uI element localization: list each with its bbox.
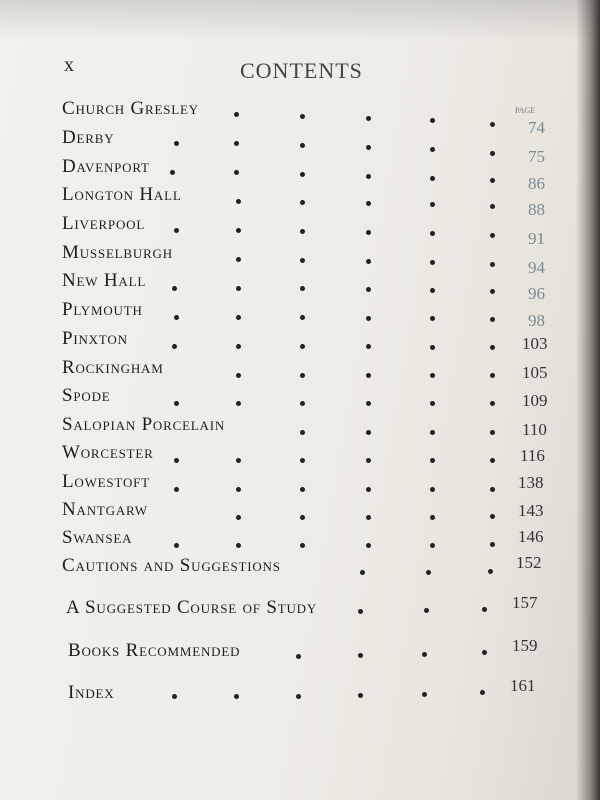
leader-dot — [170, 170, 175, 175]
leader-dot — [366, 401, 371, 406]
leader-dot — [236, 199, 241, 204]
leader-dot — [236, 315, 241, 320]
toc-entry-page: 75 — [528, 147, 545, 166]
toc-entry-page: 157 — [512, 593, 538, 612]
toc-entry-title: Index — [68, 682, 115, 703]
toc-entry — [62, 442, 552, 468]
leader-dot — [430, 176, 435, 181]
leader-dot — [366, 230, 371, 235]
leader-dot — [426, 570, 431, 575]
leader-dot — [300, 430, 305, 435]
toc-entry — [62, 213, 552, 248]
leader-dot — [422, 692, 427, 697]
leader-dot — [358, 693, 363, 698]
toc-entry — [62, 499, 552, 525]
toc-entry — [62, 471, 552, 497]
leader-dot — [236, 257, 241, 262]
page-edge-shadow — [576, 0, 600, 800]
leader-dot — [236, 286, 241, 291]
toc-entry — [66, 593, 556, 623]
leader-dot — [174, 315, 179, 320]
toc-entry — [62, 98, 552, 137]
leader-dot — [490, 233, 495, 238]
toc-entry — [62, 527, 552, 553]
toc-entry — [62, 299, 552, 330]
leader-dot — [490, 262, 495, 267]
toc-entry-title: Derby — [62, 127, 115, 148]
leader-dot — [360, 570, 365, 575]
toc-entry-title: Musselburgh — [62, 242, 173, 263]
leader-dot — [430, 458, 435, 463]
leader-dot — [236, 487, 241, 492]
toc-entry-title: Swansea — [62, 527, 133, 548]
leader-dot — [236, 515, 241, 520]
leader-dot — [366, 543, 371, 548]
page-column-label: PAGE — [515, 106, 536, 115]
toc-entry-title: Pinxton — [62, 328, 128, 349]
toc-entry — [62, 242, 552, 277]
leader-dot — [300, 543, 305, 548]
leader-dot — [236, 458, 241, 463]
leader-dot — [234, 112, 239, 117]
toc-entry-page: 143 — [518, 501, 544, 520]
toc-entry-page: 105 — [522, 363, 548, 382]
toc-entry-page: 146 — [518, 527, 544, 546]
toc-entry-title: A Suggested Course of Study — [66, 597, 318, 618]
leader-dot — [300, 401, 305, 406]
leader-dot — [300, 172, 305, 177]
leader-dot — [300, 487, 305, 492]
top-shadow — [0, 0, 600, 40]
leader-dot — [430, 147, 435, 152]
toc-entry-title: Worcester — [62, 442, 154, 463]
toc-entry-title: Spode — [62, 385, 111, 406]
leader-dot — [366, 430, 371, 435]
leader-dot — [480, 690, 485, 695]
toc-entry — [62, 270, 552, 303]
leader-dot — [488, 569, 493, 574]
toc-entry — [62, 156, 552, 193]
leader-dot — [490, 542, 495, 547]
leader-dot — [430, 202, 435, 207]
leader-dot — [358, 609, 363, 614]
leader-dot — [430, 118, 435, 123]
leader-dot — [366, 259, 371, 264]
toc-entry — [68, 676, 558, 708]
toc-entry — [62, 328, 552, 354]
toc-entry-page: 159 — [512, 636, 538, 655]
leader-dot — [430, 430, 435, 435]
toc-entry-page: 94 — [528, 258, 545, 277]
leader-dot — [490, 178, 495, 183]
leader-dot — [236, 401, 241, 406]
leader-dot — [300, 458, 305, 463]
page-number: x — [64, 54, 74, 76]
leader-dot — [236, 373, 241, 378]
leader-dot — [296, 654, 301, 659]
leader-dot — [172, 286, 177, 291]
toc-entry-title: Rockingham — [62, 357, 164, 378]
toc-entry-title: Church Gresley — [62, 98, 199, 119]
leader-dot — [366, 487, 371, 492]
leader-dot — [430, 401, 435, 406]
leader-dot — [172, 694, 177, 699]
toc-entry-page: 96 — [528, 284, 545, 303]
leader-dot — [490, 204, 495, 209]
toc-entry-page: 161 — [510, 676, 536, 695]
toc-entry-page: 116 — [520, 446, 545, 465]
toc-entry-page: 91 — [528, 229, 545, 248]
leader-dot — [174, 543, 179, 548]
leader-dot — [490, 514, 495, 519]
toc-entry-page: 109 — [522, 391, 548, 410]
leader-dot — [366, 373, 371, 378]
leader-dot — [358, 653, 363, 658]
leader-dot — [490, 430, 495, 435]
leader-dot — [430, 345, 435, 350]
toc-entry-page: 152 — [516, 553, 542, 572]
leader-dot — [366, 458, 371, 463]
leader-dot — [490, 289, 495, 294]
toc-entry — [62, 385, 552, 411]
toc-entry-title: Salopian Porcelain — [62, 414, 226, 435]
toc-entry-title: Plymouth — [62, 299, 143, 320]
toc-entry-page: 103 — [522, 334, 548, 353]
toc-entry-title: New Hall — [62, 270, 147, 291]
leader-dot — [300, 344, 305, 349]
leader-dot — [366, 116, 371, 121]
leader-dot — [366, 201, 371, 206]
leader-dot — [172, 344, 177, 349]
leader-dot — [174, 487, 179, 492]
toc-entry-page: 74 — [528, 118, 545, 137]
leader-dot — [490, 373, 495, 378]
leader-dot — [300, 315, 305, 320]
leader-dot — [482, 650, 487, 655]
leader-dot — [234, 694, 239, 699]
leader-dot — [430, 316, 435, 321]
toc-entry — [68, 636, 558, 666]
leader-dot — [300, 200, 305, 205]
leader-dot — [296, 694, 301, 699]
toc-entry-page: 98 — [528, 311, 545, 330]
page-title: CONTENTS — [240, 58, 363, 83]
toc-entry-page: 138 — [518, 473, 544, 492]
toc-entry — [62, 127, 552, 166]
toc-entry-title: Longton Hall — [62, 184, 182, 205]
leader-dot — [366, 287, 371, 292]
leader-dot — [430, 487, 435, 492]
leader-dot — [366, 145, 371, 150]
leader-dot — [430, 288, 435, 293]
leader-dot — [236, 228, 241, 233]
leader-dot — [490, 401, 495, 406]
toc-entry-title: Nantgarw — [62, 499, 148, 520]
toc-entry-page: 86 — [528, 174, 545, 193]
leader-dot — [234, 170, 239, 175]
toc-entry-title: Cautions and Suggestions — [62, 555, 281, 576]
leader-dot — [366, 316, 371, 321]
toc-entry-title: Books Recommended — [68, 640, 241, 661]
toc-entry — [62, 414, 552, 440]
toc-entry — [62, 357, 552, 383]
toc-entry-page: 110 — [522, 420, 547, 439]
leader-dot — [366, 174, 371, 179]
toc-entry-page: 88 — [528, 200, 545, 219]
leader-dot — [490, 458, 495, 463]
leader-dot — [430, 373, 435, 378]
toc-entry-title: Davenport — [62, 156, 150, 177]
leader-dot — [300, 373, 305, 378]
leader-dot — [482, 607, 487, 612]
leader-dot — [366, 344, 371, 349]
leader-dot — [174, 458, 179, 463]
toc-entry-title: Lowestoft — [62, 471, 150, 492]
toc-entry — [62, 555, 552, 581]
leader-dot — [490, 317, 495, 322]
leader-dot — [300, 286, 305, 291]
leader-dot — [174, 228, 179, 233]
leader-dot — [430, 515, 435, 520]
leader-dot — [490, 345, 495, 350]
leader-dot — [300, 114, 305, 119]
leader-dot — [366, 515, 371, 520]
leader-dot — [422, 652, 427, 657]
leader-dot — [300, 515, 305, 520]
leader-dot — [430, 231, 435, 236]
leader-dot — [174, 141, 179, 146]
leader-dot — [430, 543, 435, 548]
leader-dot — [430, 260, 435, 265]
toc-entry-title: Liverpool — [62, 213, 146, 234]
leader-dot — [490, 487, 495, 492]
leader-dot — [234, 141, 239, 146]
leader-dot — [300, 229, 305, 234]
leader-dot — [236, 344, 241, 349]
leader-dot — [236, 543, 241, 548]
leader-dot — [174, 401, 179, 406]
leader-dot — [300, 258, 305, 263]
toc-entry — [62, 184, 552, 219]
leader-dot — [424, 608, 429, 613]
leader-dot — [300, 143, 305, 148]
